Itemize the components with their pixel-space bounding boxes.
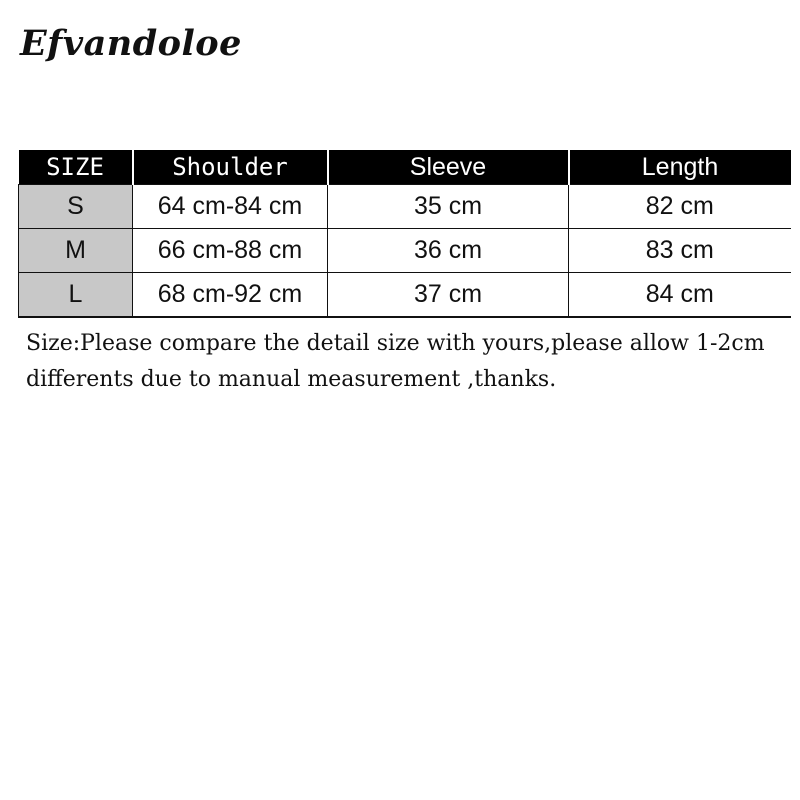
sleeve-cell: 36 cm: [328, 229, 569, 273]
header-shoulder: Shoulder: [133, 150, 328, 185]
table-row: [19, 229, 791, 273]
size-note-line-1: Size:Please compare the detail size with yours,please allow 1-2cm: [26, 331, 765, 356]
brand-logo-text: Efvandoloe: [20, 23, 242, 64]
header-sleeve: Sleeve: [328, 150, 569, 185]
header-size: SIZE: [19, 150, 133, 185]
size-cell: M: [19, 229, 133, 273]
shoulder-cell: 66 cm-88 cm: [133, 229, 328, 273]
table-row: [19, 273, 791, 318]
sleeve-cell: 37 cm: [328, 273, 569, 318]
size-note-line-2: differents due to manual measurement ,thanks.: [26, 367, 557, 392]
length-cell: 83 cm: [569, 229, 791, 273]
size-cell: L: [19, 273, 133, 318]
length-cell: 82 cm: [569, 185, 791, 229]
length-cell: 84 cm: [569, 273, 791, 318]
size-note: [26, 326, 786, 398]
shoulder-cell: 68 cm-92 cm: [133, 273, 328, 318]
size-cell: S: [19, 185, 133, 229]
header-length: Length: [569, 150, 791, 185]
shoulder-cell: 64 cm-84 cm: [133, 185, 328, 229]
table-header-row: [19, 150, 791, 185]
size-chart-table: [18, 150, 791, 318]
table-row: [19, 185, 791, 229]
sleeve-cell: 35 cm: [328, 185, 569, 229]
